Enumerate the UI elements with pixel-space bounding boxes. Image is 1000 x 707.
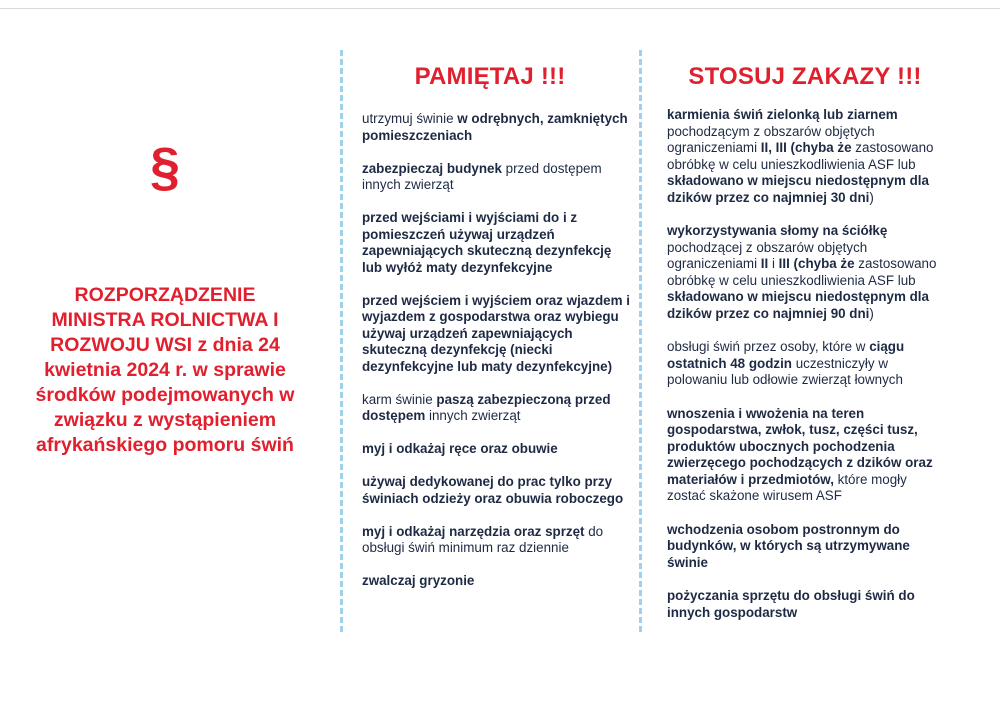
regulation-title: ROZPORZĄDZENIE MINISTRA ROLNICTWA I ROZWOJU WSI z dnia 24 kwietnia 2024 r. w sprawie środków podejmowanych w związku z wystąpieniem afrykańskiego pomoru świń <box>35 284 295 456</box>
pamietaj-item-text: myj i odkażaj narzędzia oraz sprzęt <box>362 523 585 539</box>
zakaz-item <box>667 588 949 621</box>
pamietaj-item-text: przed wejściem i wyjściem oraz wjazdem i wyjazdem z gospodarstwa oraz wybiegu używaj urządzeń zapewniających skuteczną dezynfekcję (niecki dezynfekcyjne lub maty dezynfekcyjne) <box>362 292 630 374</box>
zakaz-item-text: II, III (chyba że <box>760 140 852 155</box>
zakaz-item-text: i <box>768 256 779 271</box>
zakaz-item-text: pochodzącej z obszarów objętych ograniczeniami <box>667 239 868 271</box>
pamietaj-item <box>362 474 630 507</box>
paragraph-sign-icon: § <box>149 137 181 197</box>
zakaz-item <box>667 339 949 389</box>
zakaz-item <box>667 406 949 505</box>
zakaz-item-text: zastosowano obróbkę w celu unieszkodliwienia ASF lub <box>667 256 937 288</box>
zakaz-item <box>667 223 949 322</box>
zakaz-item-text: wchodzenia osobom postronnym do budynków, w których są utrzymywane świnie <box>667 521 910 570</box>
zakazy-list <box>667 107 949 638</box>
zakaz-item-text: wnoszenia i wwożenia na teren gospodarstwa, zwłok, tusz, części tusz, produktów ubocznych pochodzenia zwierzęcego pochodzących z dzików oraz materiałów i przedmiotów, <box>667 405 933 487</box>
zakaz-item-text: składowano w miejscu niedostępnym dla dzików przez co najmniej 90 dni <box>667 289 929 321</box>
zakaz-item <box>667 107 949 206</box>
zakaz-item-text: pochodzącym z obszarów objętych ograniczeniami <box>667 123 875 155</box>
pamietaj-item-text: zabezpieczaj budynek <box>362 160 502 176</box>
zakaz-item <box>667 522 949 572</box>
pamietaj-item <box>362 392 630 425</box>
pamietaj-item <box>362 524 630 557</box>
zakaz-item-text: wykorzystywania słomy na ściółkę <box>667 223 888 238</box>
zakaz-item-text: ) <box>869 305 874 321</box>
pamietaj-item-text: używaj dedykowanej do prac tylko przy świniach odzieży oraz obuwia roboczego <box>362 474 624 506</box>
pamietaj-item <box>362 161 630 194</box>
pamietaj-heading: PAMIĘTAJ !!! <box>414 63 566 90</box>
dotted-divider-left <box>340 50 343 632</box>
pamietaj-item-text: w odrębnych, zamkniętych pomieszczeniach <box>362 111 628 143</box>
pamietaj-item <box>362 573 630 590</box>
pamietaj-list <box>362 111 630 606</box>
left-panel <box>30 0 300 707</box>
zakaz-item-text: które mogły zostać skażone wirusem ASF <box>667 471 907 503</box>
pamietaj-item <box>362 210 630 276</box>
pamietaj-item-text: utrzymuj świnie <box>362 111 458 126</box>
pamietaj-item-text: karm świnie <box>362 391 437 407</box>
pamietaj-item <box>362 441 630 458</box>
zakaz-item-text: karmienia świń zielonką lub ziarnem <box>667 107 898 122</box>
pamietaj-item-text: innych zwierząt <box>425 408 521 423</box>
zakaz-item-text: III (chyba że <box>778 256 855 271</box>
pamietaj-item <box>362 293 630 376</box>
zakaz-item-text: uczestniczyły w polowaniu lub odłowie zwierząt łownych <box>667 355 903 387</box>
pamietaj-item-text: przed wejściami i wyjściami do i z pomieszczeń używaj urządzeń zapewniających skuteczną dezynfekcję lub wyłóż maty dezynfekcyjne <box>362 210 612 275</box>
zakaz-item-text: pożyczania sprzętu do obsługi świń do innych gospodarstw <box>667 588 915 620</box>
zakaz-item-text: obsługi świń przez osoby, które w <box>667 339 870 354</box>
pamietaj-item-text: myj i odkażaj ręce oraz obuwie <box>362 441 558 456</box>
zakaz-item-text: ciągu ostatnich 48 godzin <box>667 339 905 371</box>
zakazy-heading: STOSUJ ZAKAZY !!! <box>688 63 922 90</box>
pamietaj-item-text: paszą zabezpieczoną przed dostępem <box>362 391 611 423</box>
zakaz-item-text: II <box>760 256 769 271</box>
pamietaj-item-text: do obsługi świń minimum raz dziennie <box>362 523 604 555</box>
pamietaj-item-text: zwalczaj gryzonie <box>362 573 475 588</box>
dotted-divider-right <box>639 50 642 632</box>
zakaz-item-text: zastosowano obróbkę w celu unieszkodliwienia ASF lub <box>667 140 934 172</box>
pamietaj-item-text: przed dostępem innych zwierząt <box>362 160 602 192</box>
pamietaj-item <box>362 111 630 144</box>
zakaz-item-text: składowano w miejscu niedostępnym dla dzików przez co najmniej 30 dni <box>667 173 929 205</box>
zakaz-item-text: ) <box>869 189 874 205</box>
